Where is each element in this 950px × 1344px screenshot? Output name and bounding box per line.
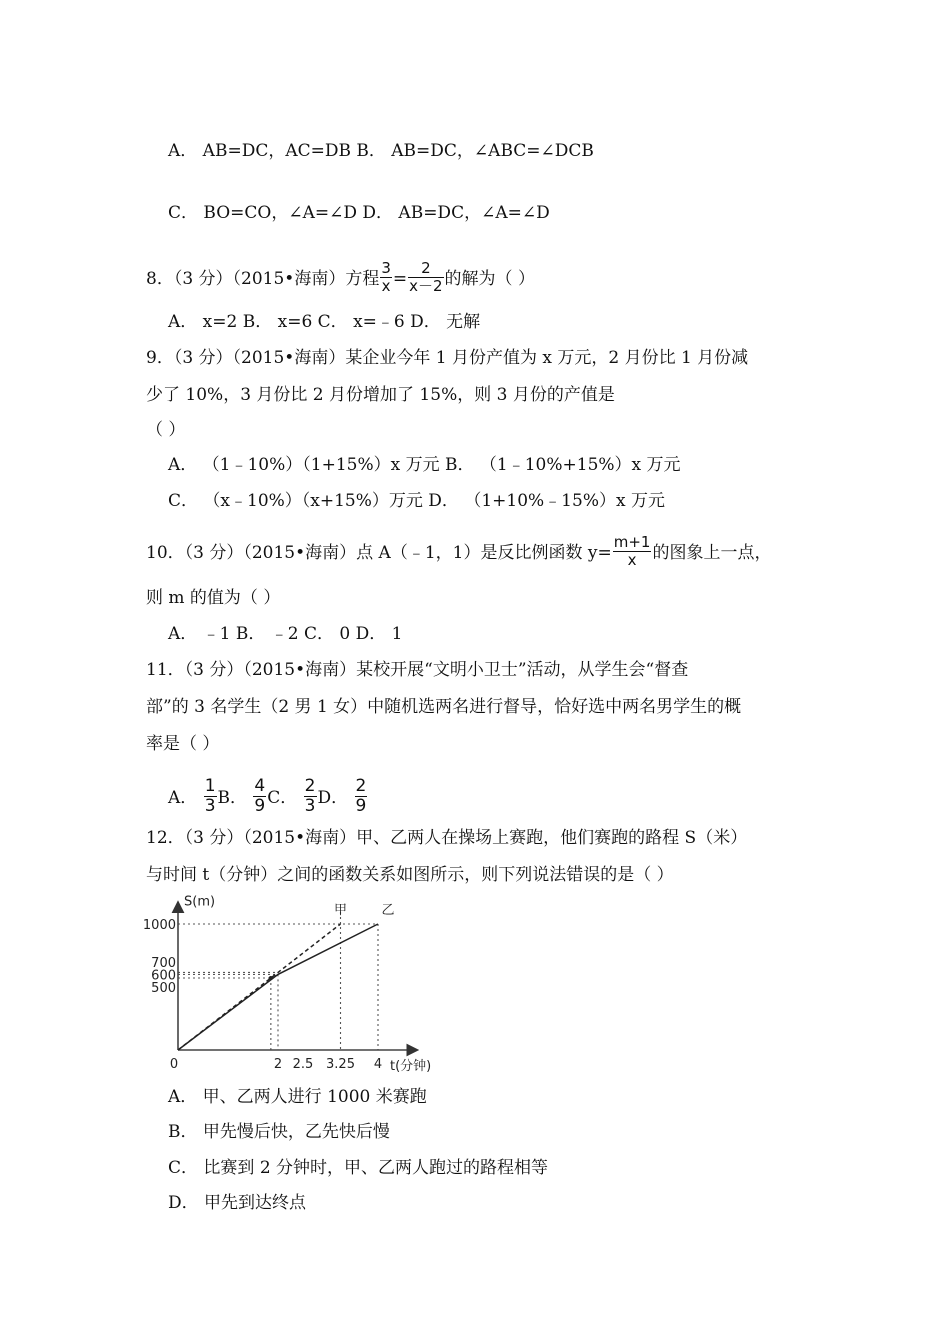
q11-option-d-den: 9 (355, 796, 367, 816)
q9-options-ab: A． （1﹣10%）（1+15%）x 万元 B． （1﹣10%+15%）x 万元 (168, 455, 681, 475)
q10-fraction-den: x (627, 551, 637, 569)
y-tick-label: 700 (151, 955, 176, 971)
q8-equals: = (392, 269, 408, 289)
q8-stem-suffix: 的解为（ ） (444, 269, 535, 289)
q10-fraction (613, 534, 652, 569)
q11-option-b-num: 4 (254, 776, 266, 796)
q11-option-b-fraction (253, 777, 266, 816)
q8-options: A． x=2 B． x=6 C． x=﹣6 D． 无解 (168, 312, 481, 332)
q11-option-d-fraction (355, 777, 368, 816)
x-axis-label: t(分钟) (390, 1059, 432, 1074)
q11-options (168, 776, 368, 818)
q7-options-ab: A． AB=DC，AC=DB B． AB=DC，∠ABC=∠DCB (168, 141, 594, 161)
q11-option-c-num: 2 (304, 776, 316, 796)
q7-options-cd: C． BO=CO，∠A=∠D D． AB=DC，∠A=∠D (168, 203, 550, 223)
q11-option-d-label: D． (317, 788, 349, 808)
q11-option-c-label: C． (267, 788, 298, 808)
q8-stem-prefix: 8．（3 分）（2015•海南）方程 (146, 269, 380, 289)
x-tick-label: 0 (169, 1057, 179, 1072)
y-tick-label: 600 (151, 968, 176, 984)
q12-option-c: C． 比赛到 2 分钟时，甲、乙两人跑过的路程相等 (168, 1158, 549, 1178)
q8-fraction-1 (380, 260, 392, 295)
q8-stem (146, 259, 535, 297)
q8-fraction-2 (408, 260, 443, 295)
q9-stem-line1: 9．（3 分）（2015•海南）某企业今年 1 月份产值为 x 万元，2 月份比 1 月份减 (146, 348, 749, 368)
q12-stem-line1: 12．（3 分）（2015•海南）甲、乙两人在操场上赛跑，他们赛跑的路程 S（米） (146, 828, 748, 848)
q12-stem-line2: 与时间 t（分钟）之间的函数关系如图所示，则下列说法错误的是（ ） (146, 865, 674, 885)
x-tick-label: 3.25 (326, 1057, 355, 1072)
q10-stem-line2: 则 m 的值为（ ） (146, 588, 281, 608)
y-tick-label: 1000 (142, 918, 176, 933)
q10-fraction-num: m+1 (613, 533, 651, 551)
q11-option-a-den: 3 (204, 796, 216, 816)
q8-fraction-1-num: 3 (381, 259, 391, 277)
q9-stem-line2: 少了 10%，3 月份比 2 月份增加了 15%，则 3 月份的产值是 (146, 385, 615, 405)
series-label-1: 乙 (381, 903, 395, 918)
y-axis-label: S(m) (184, 894, 216, 910)
q8-fraction-2-num: 2 (408, 260, 443, 278)
q8-fraction-2-den: x－2 (409, 277, 443, 295)
x-tick-label: 2.5 (292, 1057, 314, 1072)
q9-options-cd: C． （x﹣10%）（x+15%）万元 D． （1+10%﹣15%）x 万元 (168, 491, 665, 511)
y-tick-label: 500 (151, 981, 176, 996)
distance-time-graph (130, 890, 460, 1080)
x-tick-label: 2 (273, 1057, 283, 1072)
q11-option-c-fraction (304, 777, 317, 816)
q11-stem-line1: 11．（3 分）（2015•海南）某校开展“文明小卫士”活动，从学生会“督查 (146, 660, 689, 680)
q11-option-a-fraction (204, 777, 217, 816)
q11-stem-line3: 率是（ ） (146, 734, 220, 754)
q11-option-b-den: 9 (254, 796, 266, 816)
q12-option-d: D． 甲先到达终点 (168, 1193, 307, 1213)
q10-stem-line1 (146, 533, 772, 571)
q10-stem-prefix: 10．（3 分）（2015•海南）点 A（﹣1，1）是反比例函数 y= (146, 543, 612, 563)
q11-option-d-num: 2 (355, 776, 367, 796)
q11-option-c-den: 3 (304, 796, 316, 816)
crossing-point (269, 976, 273, 980)
series-label-0: 甲 (333, 903, 348, 918)
q11-option-b-label: B． (217, 788, 248, 808)
q11-option-a-num: 1 (204, 776, 216, 796)
q8-fraction-1-den: x (381, 277, 391, 295)
q11-option-a-label: A． (168, 788, 198, 808)
q12-option-b: B． 甲先慢后快，乙先快后慢 (168, 1122, 390, 1142)
x-tick-label: 4 (373, 1057, 383, 1072)
q10-options: A． ﹣1 B． ﹣2 C． 0 D． 1 (168, 624, 403, 644)
q12-option-a: A． 甲、乙两人进行 1000 米赛跑 (168, 1087, 427, 1107)
q10-stem-suffix: 的图象上一点， (652, 543, 772, 563)
q11-stem-line2: 部”的 3 名学生（2 男 1 女）中随机选两名进行督导，恰好选中两名男学生的概 (146, 697, 742, 717)
q9-stem-line3: （ ） (146, 420, 186, 440)
